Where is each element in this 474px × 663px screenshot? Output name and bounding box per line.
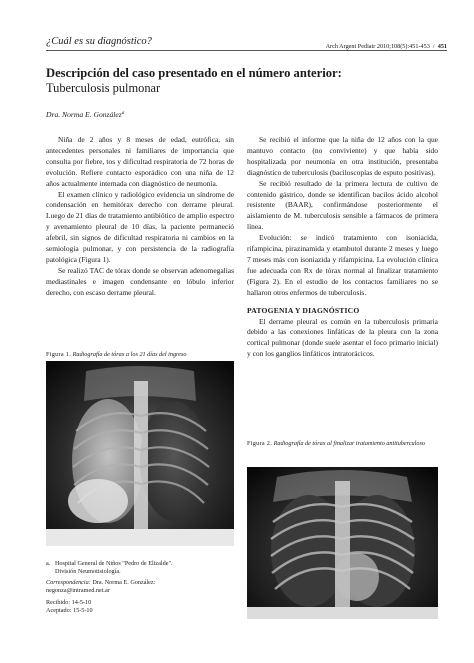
affiliation-line <box>46 560 234 568</box>
left-column <box>46 135 234 299</box>
figure1-caption <box>46 351 234 358</box>
figure1-label: Figura 1. <box>46 351 72 358</box>
article-title: Descripción del caso presentado en el número anterior: <box>46 66 342 80</box>
correspondence-name: Dra. Norma E. González: <box>92 579 156 587</box>
received-date: Recibido: 14-5-10 <box>46 598 92 606</box>
affiliation-marker: a. <box>46 560 51 567</box>
correspondence-line <box>46 579 234 587</box>
right-column <box>247 135 438 360</box>
journal-citation: Arch Argent Pediatr 2010;108(5):451-453 <box>325 43 430 50</box>
figure1-caption-text: Radiografía de tórax a los 21 días del ingreso <box>72 351 187 358</box>
correspondence-label: Correspondencia: <box>46 579 91 587</box>
figure2-xray-image <box>247 467 438 619</box>
figure2-label: Figura 2. <box>247 440 273 447</box>
figure1-xray-image <box>46 361 234 546</box>
correspondence-email[interactable]: negonza@intramed.net.ar <box>46 587 110 595</box>
footnote <box>46 560 234 614</box>
article-subtitle: Tuberculosis pulmonar <box>46 81 161 95</box>
paragraph: Niña de 2 años y 8 meses de edad, eutrófica, sin antecedentes personales ni familiares de importancia que consulta por fiebre, tos y dificultad respiratoria de 72 horas de evolución. Refiere contacto esporádico con una niña de 12 años actualmente internada con diagnóstico de neumonía. <box>46 135 234 188</box>
paragraph: Se recibió resultado de la primera lectura de cultivo de contenido gástrico, donde se identifican bacilos ácido alcohol resistente (BAAR), confirmándose posteriormente el aislamiento de M. tuberculosis sensible a fármacos de primera línea. <box>247 178 438 232</box>
page-separator: / <box>432 43 435 50</box>
header-rule <box>46 50 447 51</box>
paragraph: El derrame pleural es común en la tuberculosis primaria debido a las conexiones linfáticas de la pleura con la zona cortical pulmonar (donde suele asentar el foco primario inicial) y con los ganglios linfáticos intratorácicos. <box>247 316 438 359</box>
figure2-caption-text: Radiografía de tórax al finalizar tratamiento antituberculoso <box>273 440 425 447</box>
paragraph: El examen clínico y radiológico evidencia un síndrome de condensación en hemitórax derecho con derrame pleural. Luego de 21 días de tratamiento antibiótico de amplio espectro y avenamiento pleural de 10 días, la paciente permaneció afebril, sin signos de dificultad respiratoria ni cambios en la semiología pulmonar, y con persistencia de la radiografía patológica (Figura 1). <box>46 189 234 264</box>
affiliation-1: Hospital General de Niños "Pedro de Elizalde". <box>54 560 173 567</box>
affiliation-2: División Neumotisiología. <box>55 567 121 575</box>
figure2-caption <box>247 440 438 448</box>
section-heading: PATOGENIA Y DIAGNÓSTICO <box>247 305 360 315</box>
journal-reference <box>326 43 447 50</box>
paragraph: Se recibió el informe que la niña de 12 años con la que mantuvo contacto (no conviviente) y que había sido hospitalizada por neumonía en otra institución, presentaba diagnóstico de tuberculosis (baciloscopías de esputo positivas). <box>247 135 438 177</box>
article-author: Dra. Norma E. Gonzálezª <box>46 110 124 119</box>
paragraph: Se realizó TAC de tórax donde se observan adenomegalias mediastinales e imagen condensante en lóbulo inferior derecho, con escaso derrame pleural. <box>46 265 234 297</box>
page-number: 451 <box>437 43 447 50</box>
paragraph: Evolución: se indicó tratamiento con isoniacida, rifampicina, pirazinamida y etambutol durante 2 meses y luego 7 meses más con isoniazida y rifampicina. La evolución clínica fue adecuada con Rx de tórax normal al finalizar tratamiento (Figura 2). En el estudio de los contactos familiares no se hallaron otros enfermos de tuberculosis. <box>247 233 438 297</box>
section-title: ¿Cuál es su diagnóstico? <box>46 36 152 47</box>
accepted-date: Aceptado: 15-5-10 <box>46 606 93 614</box>
